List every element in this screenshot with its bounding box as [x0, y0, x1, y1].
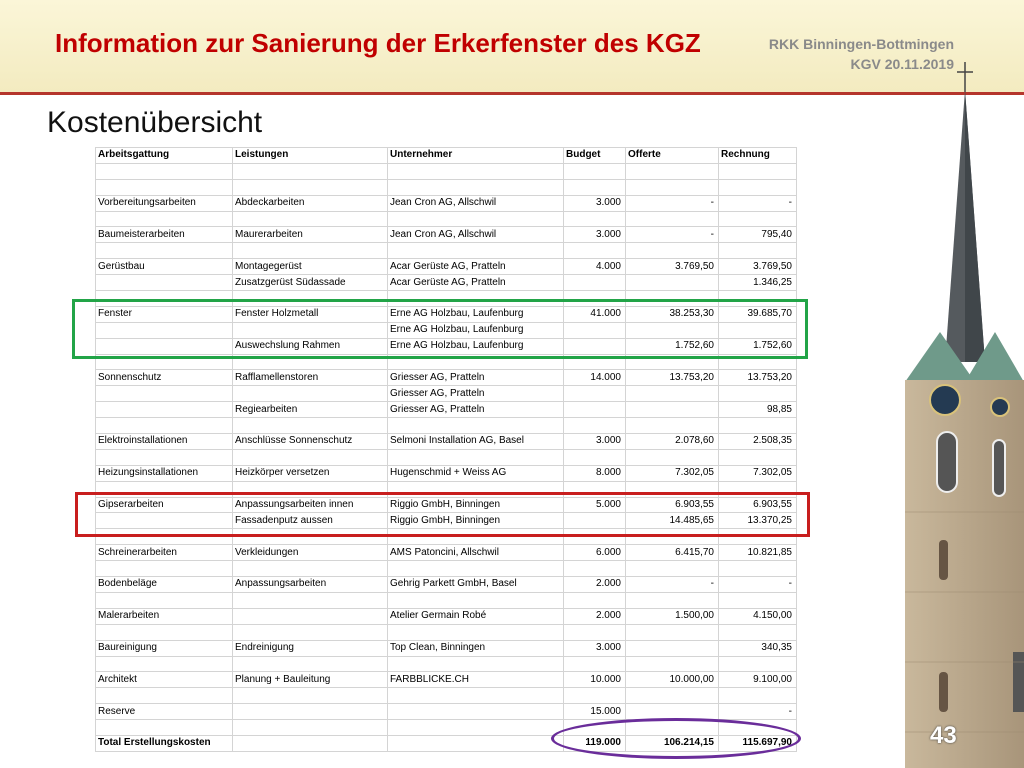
table-row — [96, 608, 797, 624]
table-row — [96, 561, 797, 577]
cell-leistungen: Anpassungsarbeiten innen — [233, 497, 388, 513]
cell-budget: 10.000 — [564, 672, 626, 688]
cell-arbeitsgattung — [96, 561, 233, 577]
cell-rechnung: 6.903,55 — [719, 497, 797, 513]
cell-arbeitsgattung: Vorbereitungsarbeiten — [96, 195, 233, 211]
cell-leistungen — [233, 704, 388, 720]
cell-budget: 3.000 — [564, 434, 626, 450]
cell-arbeitsgattung — [96, 656, 233, 672]
cell-budget: 3.000 — [564, 640, 626, 656]
table-row — [96, 624, 797, 640]
cell-rechnung: 4.150,00 — [719, 608, 797, 624]
cell-offerte: 2.078,60 — [626, 434, 719, 450]
cell-rechnung — [719, 179, 797, 195]
cell-unternehmer — [388, 688, 564, 704]
cell-rechnung — [719, 449, 797, 465]
cell-budget: 8.000 — [564, 465, 626, 481]
table-row — [96, 545, 797, 561]
cell-budget — [564, 624, 626, 640]
cell-offerte — [626, 402, 719, 418]
header-offerte: Offerte — [626, 148, 719, 164]
cell-arbeitsgattung: Heizungsinstallationen — [96, 465, 233, 481]
cell-leistungen: Auswechslung Rahmen — [233, 338, 388, 354]
cell-arbeitsgattung — [96, 688, 233, 704]
cell-rechnung: - — [719, 195, 797, 211]
cell-arbeitsgattung — [96, 386, 233, 402]
cell-rechnung: 39.685,70 — [719, 306, 797, 322]
cell-arbeitsgattung: Gerüstbau — [96, 259, 233, 275]
cell-offerte — [626, 211, 719, 227]
cell-leistungen: Fassadenputz aussen — [233, 513, 388, 529]
cell-unternehmer — [388, 624, 564, 640]
meeting-date: KGV 20.11.2019 — [850, 56, 954, 72]
cell-leistungen — [233, 624, 388, 640]
cell-offerte — [626, 418, 719, 434]
cell-budget — [564, 656, 626, 672]
cell-unternehmer — [388, 656, 564, 672]
cell-arbeitsgattung: Total Erstellungskosten — [96, 735, 233, 751]
cell-offerte — [626, 386, 719, 402]
table-row — [96, 434, 797, 450]
cell-offerte — [626, 561, 719, 577]
cell-leistungen — [233, 211, 388, 227]
cell-leistungen: Montagegerüst — [233, 259, 388, 275]
cell-unternehmer — [388, 592, 564, 608]
cell-arbeitsgattung: Malerarbeiten — [96, 608, 233, 624]
cell-leistungen — [233, 163, 388, 179]
cell-unternehmer — [388, 561, 564, 577]
cell-arbeitsgattung — [96, 592, 233, 608]
cell-rechnung: 1.752,60 — [719, 338, 797, 354]
cell-offerte: 1.500,00 — [626, 608, 719, 624]
table-row — [96, 640, 797, 656]
cell-rechnung: 9.100,00 — [719, 672, 797, 688]
cell-unternehmer: Acar Gerüste AG, Pratteln — [388, 275, 564, 291]
cell-rechnung — [719, 561, 797, 577]
cell-offerte: - — [626, 227, 719, 243]
header-arbeitsgattung: Arbeitsgattung — [96, 148, 233, 164]
cell-unternehmer — [388, 163, 564, 179]
cell-leistungen — [233, 418, 388, 434]
cell-unternehmer — [388, 418, 564, 434]
table-row — [96, 418, 797, 434]
cell-arbeitsgattung — [96, 275, 233, 291]
cell-arbeitsgattung — [96, 163, 233, 179]
cell-leistungen: Fenster Holzmetall — [233, 306, 388, 322]
cell-unternehmer — [388, 720, 564, 736]
cell-leistungen: Endreinigung — [233, 640, 388, 656]
cell-leistungen — [233, 386, 388, 402]
cell-arbeitsgattung — [96, 418, 233, 434]
cell-arbeitsgattung: Gipserarbeiten — [96, 497, 233, 513]
table-row — [96, 465, 797, 481]
cell-budget: 6.000 — [564, 545, 626, 561]
table-row — [96, 370, 797, 386]
cell-offerte: 6.903,55 — [626, 497, 719, 513]
cell-budget — [564, 688, 626, 704]
cell-rechnung: 2.508,35 — [719, 434, 797, 450]
cell-unternehmer: Griesser AG, Pratteln — [388, 370, 564, 386]
cell-unternehmer: Riggio GmbH, Binningen — [388, 497, 564, 513]
cell-rechnung — [719, 418, 797, 434]
cell-offerte: 13.753,20 — [626, 370, 719, 386]
cell-leistungen — [233, 608, 388, 624]
header-rechnung: Rechnung — [719, 148, 797, 164]
cell-leistungen: Maurerarbeiten — [233, 227, 388, 243]
cell-leistungen: Anschlüsse Sonnenschutz — [233, 434, 388, 450]
cell-offerte — [626, 688, 719, 704]
cell-budget: 2.000 — [564, 608, 626, 624]
cell-leistungen — [233, 688, 388, 704]
cell-arbeitsgattung — [96, 449, 233, 465]
cell-leistungen: Regiearbeiten — [233, 402, 388, 418]
cell-budget: 15.000 — [564, 704, 626, 720]
cell-rechnung: - — [719, 704, 797, 720]
cell-budget: 3.000 — [564, 195, 626, 211]
header-unternehmer: Unternehmer — [388, 148, 564, 164]
cell-leistungen — [233, 735, 388, 751]
cell-leistungen: Verkleidungen — [233, 545, 388, 561]
cell-rechnung — [719, 243, 797, 259]
cell-unternehmer: Jean Cron AG, Allschwil — [388, 227, 564, 243]
cell-rechnung — [719, 211, 797, 227]
cell-leistungen — [233, 449, 388, 465]
cell-unternehmer: Acar Gerüste AG, Pratteln — [388, 259, 564, 275]
cell-rechnung: 13.370,25 — [719, 513, 797, 529]
cell-offerte — [626, 640, 719, 656]
slide-title: Information zur Sanierung der Erkerfenster des KGZ — [55, 28, 701, 58]
cell-offerte: 6.415,70 — [626, 545, 719, 561]
cell-offerte — [626, 275, 719, 291]
cell-offerte: 10.000,00 — [626, 672, 719, 688]
page-number: 43 — [930, 722, 957, 749]
cell-offerte: - — [626, 195, 719, 211]
cell-unternehmer: Top Clean, Binningen — [388, 640, 564, 656]
table-row — [96, 211, 797, 227]
cell-leistungen: Abdeckarbeiten — [233, 195, 388, 211]
cell-budget: 14.000 — [564, 370, 626, 386]
cell-arbeitsgattung — [96, 720, 233, 736]
cell-leistungen: Rafflamellenstoren — [233, 370, 388, 386]
table-row — [96, 449, 797, 465]
cell-unternehmer: AMS Patoncini, Allschwil — [388, 545, 564, 561]
table-row — [96, 386, 797, 402]
cell-leistungen — [233, 656, 388, 672]
section-heading: Kostenübersicht — [47, 106, 263, 139]
cell-arbeitsgattung: Baureinigung — [96, 640, 233, 656]
cell-budget — [564, 386, 626, 402]
cell-unternehmer — [388, 243, 564, 259]
cell-rechnung — [719, 163, 797, 179]
cell-rechnung — [719, 656, 797, 672]
cell-arbeitsgattung: Sonnenschutz — [96, 370, 233, 386]
cost-table — [95, 147, 797, 752]
cell-arbeitsgattung — [96, 402, 233, 418]
cell-offerte — [626, 624, 719, 640]
cell-rechnung: 115.697,90 — [719, 735, 797, 751]
cell-offerte — [626, 179, 719, 195]
cell-leistungen — [233, 243, 388, 259]
header-budget: Budget — [564, 148, 626, 164]
cell-unternehmer: Erne AG Holzbau, Laufenburg — [388, 338, 564, 354]
cell-budget — [564, 243, 626, 259]
cell-budget: 3.000 — [564, 227, 626, 243]
cell-unternehmer — [388, 179, 564, 195]
cell-budget: 119.000 — [564, 735, 626, 751]
cell-arbeitsgattung: Baumeisterarbeiten — [96, 227, 233, 243]
cell-rechnung: 795,40 — [719, 227, 797, 243]
gipser-highlight-box — [75, 492, 810, 537]
cell-arbeitsgattung: Fenster — [96, 306, 233, 322]
cell-rechnung — [719, 688, 797, 704]
cell-budget: 4.000 — [564, 259, 626, 275]
table-row — [96, 227, 797, 243]
cell-budget: 5.000 — [564, 497, 626, 513]
cell-budget — [564, 179, 626, 195]
cell-budget — [564, 449, 626, 465]
table-row — [96, 163, 797, 179]
table-row — [96, 656, 797, 672]
cell-budget — [564, 418, 626, 434]
cell-arbeitsgattung: Elektroinstallationen — [96, 434, 233, 450]
table-row — [96, 577, 797, 593]
cell-unternehmer — [388, 211, 564, 227]
cell-budget — [564, 561, 626, 577]
cell-leistungen: Heizkörper versetzen — [233, 465, 388, 481]
cell-rechnung — [719, 386, 797, 402]
cell-rechnung: 1.346,25 — [719, 275, 797, 291]
cell-unternehmer: Riggio GmbH, Binningen — [388, 513, 564, 529]
table-row — [96, 688, 797, 704]
cell-offerte: 3.769,50 — [626, 259, 719, 275]
cell-budget — [564, 163, 626, 179]
organization-name: RKK Binningen-Bottmingen — [768, 36, 954, 52]
cell-leistungen — [233, 179, 388, 195]
cell-rechnung: - — [719, 577, 797, 593]
cell-leistungen — [233, 592, 388, 608]
cell-rechnung: 340,35 — [719, 640, 797, 656]
cell-offerte — [626, 656, 719, 672]
cell-rechnung: 7.302,05 — [719, 465, 797, 481]
cell-budget — [564, 402, 626, 418]
cell-rechnung — [719, 624, 797, 640]
cell-offerte — [626, 592, 719, 608]
total-highlight-ellipse — [551, 718, 801, 759]
table-row — [96, 402, 797, 418]
cell-unternehmer — [388, 704, 564, 720]
table-row — [96, 275, 797, 291]
table-row — [96, 259, 797, 275]
cell-unternehmer: Griesser AG, Pratteln — [388, 386, 564, 402]
table-row — [96, 592, 797, 608]
cell-leistungen: Planung + Bauleitung — [233, 672, 388, 688]
cell-budget — [564, 592, 626, 608]
cell-unternehmer: Selmoni Installation AG, Basel — [388, 434, 564, 450]
cell-arbeitsgattung: Bodenbeläge — [96, 577, 233, 593]
cell-arbeitsgattung — [96, 624, 233, 640]
cell-unternehmer: Jean Cron AG, Allschwil — [388, 195, 564, 211]
cell-rechnung: 3.769,50 — [719, 259, 797, 275]
cell-unternehmer: FARBBLICKE.CH — [388, 672, 564, 688]
cell-unternehmer: Atelier Germain Robé — [388, 608, 564, 624]
cell-unternehmer: Erne AG Holzbau, Laufenburg — [388, 322, 564, 338]
cell-arbeitsgattung — [96, 179, 233, 195]
church-tower-image — [895, 62, 1024, 768]
cell-unternehmer: Erne AG Holzbau, Laufenburg — [388, 306, 564, 322]
table-header-row — [96, 148, 797, 164]
header-divider — [0, 92, 1024, 95]
cell-offerte: 14.485,65 — [626, 513, 719, 529]
cell-budget: 2.000 — [564, 577, 626, 593]
cell-rechnung — [719, 592, 797, 608]
header-leistungen: Leistungen — [233, 148, 388, 164]
cell-offerte: 1.752,60 — [626, 338, 719, 354]
cell-rechnung: 10.821,85 — [719, 545, 797, 561]
cell-offerte: - — [626, 577, 719, 593]
cell-leistungen: Zusatzgerüst Südassade — [233, 275, 388, 291]
table-row — [96, 179, 797, 195]
cell-arbeitsgattung — [96, 211, 233, 227]
cell-offerte: 7.302,05 — [626, 465, 719, 481]
cell-unternehmer: Gehrig Parkett GmbH, Basel — [388, 577, 564, 593]
cell-offerte — [626, 449, 719, 465]
cell-arbeitsgattung: Architekt — [96, 672, 233, 688]
cell-offerte: 38.253,30 — [626, 306, 719, 322]
cell-budget — [564, 275, 626, 291]
cell-leistungen — [233, 561, 388, 577]
cell-unternehmer: Griesser AG, Pratteln — [388, 402, 564, 418]
cell-unternehmer — [388, 735, 564, 751]
cell-rechnung: 98,85 — [719, 402, 797, 418]
cell-budget — [564, 211, 626, 227]
cell-rechnung: 13.753,20 — [719, 370, 797, 386]
cell-offerte — [626, 163, 719, 179]
cell-offerte: 106.214,15 — [626, 735, 719, 751]
cell-unternehmer: Hugenschmid + Weiss AG — [388, 465, 564, 481]
fenster-highlight-box — [72, 299, 808, 359]
cell-budget: 41.000 — [564, 306, 626, 322]
table-row — [96, 672, 797, 688]
table-row — [96, 195, 797, 211]
cell-arbeitsgattung: Schreinerarbeiten — [96, 545, 233, 561]
cell-offerte — [626, 243, 719, 259]
cell-leistungen — [233, 720, 388, 736]
cell-arbeitsgattung — [96, 243, 233, 259]
cell-arbeitsgattung: Reserve — [96, 704, 233, 720]
cell-leistungen: Anpassungsarbeiten — [233, 577, 388, 593]
cost-table-body — [96, 163, 797, 751]
table-row — [96, 243, 797, 259]
cell-unternehmer — [388, 449, 564, 465]
